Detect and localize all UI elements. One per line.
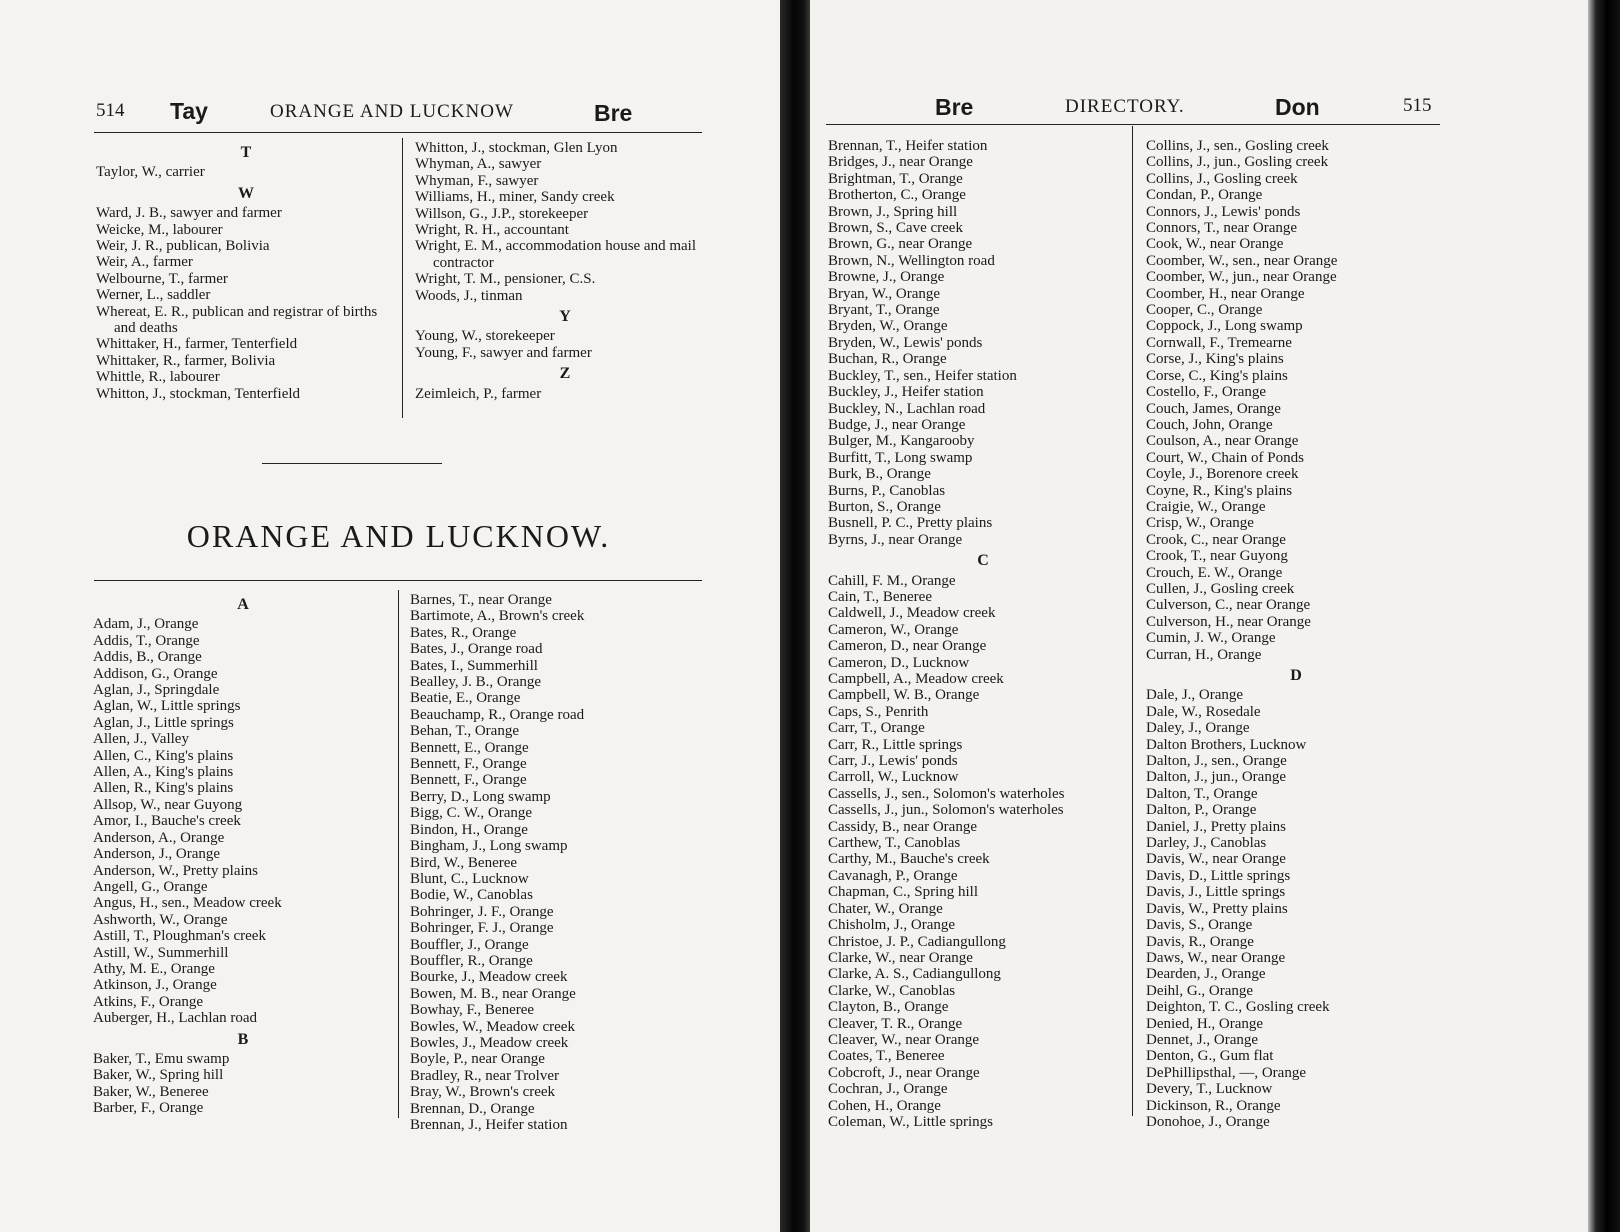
- header-right-word: Bre: [594, 100, 633, 126]
- directory-entry: Culverson, H., near Orange: [1146, 613, 1311, 630]
- directory-entry: Weir, J. R., publican, Bolivia: [96, 238, 270, 255]
- header-right-word-right: Don: [1275, 94, 1320, 120]
- header-title-right: DIRECTORY.: [1065, 96, 1185, 117]
- directory-entry: Campbell, A., Meadow creek: [828, 671, 1004, 687]
- directory-entry: Bradley, R., near Trolver: [410, 1067, 560, 1084]
- directory-entry: Dearden, J., Orange: [1146, 966, 1266, 983]
- directory-entry: Cumin, J. W., Orange: [1146, 630, 1276, 647]
- directory-entry: Coppock, J., Long swamp: [1146, 318, 1303, 335]
- directory-entry: Caldwell, J., Meadow creek: [828, 605, 996, 622]
- directory-entry: Cochran, J., Orange: [828, 1081, 948, 1098]
- directory-entry: Bulger, M., Kangarooby: [828, 433, 975, 450]
- directory-entry: Crook, T., near Guyong: [1146, 548, 1288, 565]
- directory-entry: Davis, W., Pretty plains: [1146, 900, 1288, 917]
- directory-entry: Dalton, T., Orange: [1146, 785, 1258, 802]
- directory-entry: Chater, W., Orange: [828, 900, 943, 917]
- section-title: ORANGE AND LUCKNOW.: [186, 518, 611, 554]
- directory-entry: Dalton, P., Orange: [1146, 802, 1257, 819]
- directory-entry: Cassidy, B., near Orange: [828, 818, 977, 835]
- directory-entry: Cameron, W., Orange: [828, 621, 959, 638]
- directory-entry: Young, W., storekeeper: [415, 328, 555, 345]
- directory-entry: Dickinson, R., Orange: [1146, 1097, 1281, 1114]
- directory-entry: Buckley, T., sen., Heifer station: [828, 367, 1017, 384]
- directory-entry: Collins, J., jun., Gosling creek: [1146, 154, 1329, 171]
- directory-entry: Darley, J., Canoblas: [1146, 835, 1267, 852]
- page-edge: [1588, 0, 1620, 1232]
- directory-entry: Aglan, J., Springdale: [93, 682, 220, 699]
- directory-entry: Carthew, T., Canoblas: [828, 835, 961, 852]
- directory-entry: Coulson, A., near Orange: [1146, 433, 1299, 450]
- directory-entry: Aglan, J., Little springs: [93, 714, 234, 731]
- directory-entry: Brightman, T., Orange: [828, 170, 963, 187]
- directory-entry: Allsop, W., near Guyong: [93, 796, 243, 813]
- directory-entry: Carroll, W., Lucknow: [828, 769, 959, 786]
- directory-entry: Couch, James, Orange: [1146, 400, 1281, 417]
- directory-entry: Crouch, E. W., Orange: [1146, 564, 1283, 581]
- directory-entry: Bray, W., Brown's creek: [410, 1084, 556, 1101]
- directory-entry: Busnell, P. C., Pretty plains: [828, 515, 993, 532]
- directory-entry: Ashworth, W., Orange: [93, 911, 228, 928]
- directory-entry: Coyne, R., King's plains: [1146, 482, 1293, 499]
- directory-entry: Crook, C., near Orange: [1146, 531, 1286, 548]
- directory-entry: Davis, J., Little springs: [1146, 884, 1286, 901]
- directory-entry: Denton, G., Gum flat: [1146, 1048, 1274, 1065]
- directory-entry: Whittaker, R., farmer, Bolivia: [96, 352, 276, 369]
- top-column-1: [96, 140, 396, 402]
- directory-entry: Burk, B., Orange: [828, 466, 931, 483]
- directory-entry: Addis, B., Orange: [93, 649, 202, 666]
- directory-entry: Condan, P., Orange: [1146, 187, 1263, 204]
- top-column-2: [415, 140, 715, 402]
- directory-entry: Bealley, J. B., Orange: [410, 674, 542, 691]
- directory-entry: Brown, S., Cave creek: [828, 220, 963, 237]
- directory-entry: Carr, J., Lewis' ponds: [828, 753, 958, 770]
- header-rule-left: [94, 132, 702, 133]
- left-page: [0, 0, 780, 1232]
- directory-entry: Behan, T., Orange: [410, 723, 519, 740]
- directory-entry: Auberger, H., Lachlan road: [93, 1010, 258, 1027]
- directory-entry: Zeimleich, P., farmer: [415, 385, 542, 402]
- directory-entry: Dennet, J., Orange: [1146, 1031, 1259, 1048]
- directory-entry: Bouffler, R., Orange: [410, 952, 533, 969]
- directory-entry: Allen, C., King's plains: [93, 747, 234, 764]
- directory-entry: Dale, J., Orange: [1146, 687, 1244, 704]
- section-rule: [94, 580, 702, 581]
- directory-entry: Davis, D., Little springs: [1146, 867, 1291, 884]
- column-divider-right: [1132, 126, 1133, 1116]
- directory-entry: Chisholm, J., Orange: [828, 917, 956, 934]
- directory-entry: Brennan, T., Heifer station: [828, 138, 988, 154]
- directory-entry: Whyman, F., sawyer: [415, 172, 539, 189]
- letter-heading: W: [238, 184, 254, 202]
- directory-entry: Denied, H., Orange: [1146, 1015, 1264, 1032]
- directory-entry: Whereat, E. R., publican and registrar of births and deaths: [96, 303, 378, 337]
- directory-entry: Clayton, B., Orange: [828, 999, 949, 1016]
- directory-entry: Davis, S., Orange: [1146, 917, 1253, 934]
- directory-entry: Clarke, W., Canoblas: [828, 982, 956, 999]
- directory-entry: Buckley, J., Heifer station: [828, 384, 984, 401]
- letter-heading: Y: [559, 308, 571, 326]
- column-divider-bottom: [398, 590, 399, 1118]
- bottom-column-1: [93, 592, 393, 1117]
- directory-entry: Atkinson, J., Orange: [93, 977, 217, 994]
- directory-entry: Bennett, F., Orange: [410, 756, 527, 773]
- directory-entry: Cain, T., Beneree: [828, 588, 932, 605]
- directory-entry: Bryden, W., Orange: [828, 318, 948, 335]
- directory-entry: Whitton, J., stockman, Glen Lyon: [415, 140, 618, 156]
- directory-entry: Bryant, T., Orange: [828, 302, 940, 319]
- right-column-2: [1146, 138, 1446, 1130]
- directory-entry: Coomber, H., near Orange: [1146, 285, 1305, 302]
- directory-entry: Brown, J., Spring hill: [828, 203, 958, 220]
- directory-entry: Boyle, P., near Orange: [410, 1051, 545, 1068]
- directory-entry: Cleaver, T. R., Orange: [828, 1015, 963, 1032]
- directory-entry: Deighton, T. C., Gosling creek: [1146, 999, 1330, 1016]
- letter-heading: A: [237, 596, 249, 613]
- directory-entry: Anderson, W., Pretty plains: [93, 862, 258, 879]
- directory-entry: Connors, T., near Orange: [1146, 220, 1298, 237]
- page-number-left: 514: [96, 100, 125, 121]
- directory-entry: Cassells, J., jun., Solomon's waterholes: [828, 802, 1064, 819]
- directory-entry: Young, F., sawyer and farmer: [415, 344, 592, 361]
- directory-entry: Bowhay, F., Beneree: [410, 1002, 535, 1019]
- directory-entry: Deihl, G., Orange: [1146, 982, 1254, 999]
- directory-entry: Bingham, J., Long swamp: [410, 838, 568, 855]
- header-left-word-right: Bre: [935, 94, 974, 120]
- directory-entry: Whitton, J., stockman, Tenterfield: [96, 385, 301, 402]
- directory-entry: Burton, S., Orange: [828, 498, 941, 515]
- directory-entry: Bates, R., Orange: [410, 624, 517, 641]
- directory-entry: Bates, J., Orange road: [410, 641, 543, 658]
- directory-entry: Brown, G., near Orange: [828, 236, 973, 253]
- directory-entry: Brennan, J., Heifer station: [410, 1117, 568, 1133]
- directory-entry: Coomber, W., sen., near Orange: [1146, 252, 1338, 269]
- directory-entry: Bouffler, J., Orange: [410, 936, 529, 953]
- directory-entry: Wright, E. M., accommodation house and mail contractor: [415, 238, 697, 271]
- directory-entry: Bennett, F., Orange: [410, 772, 527, 789]
- directory-entry: Ward, J. B., sawyer and farmer: [96, 205, 282, 222]
- directory-entry: Cullen, J., Gosling creek: [1146, 580, 1295, 597]
- directory-entry: Bindon, H., Orange: [410, 821, 528, 838]
- directory-entry: Allen, R., King's plains: [93, 780, 234, 797]
- directory-entry: Clarke, A. S., Cadiangullong: [828, 966, 1001, 983]
- directory-entry: Crisp, W., Orange: [1146, 515, 1254, 532]
- directory-entry: Werner, L., saddler: [96, 287, 211, 304]
- directory-entry: Bowles, W., Meadow creek: [410, 1018, 575, 1035]
- directory-entry: Bird, W., Beneree: [410, 854, 518, 871]
- directory-entry: Byrns, J., near Orange: [828, 531, 963, 548]
- directory-entry: Aglan, W., Little springs: [93, 698, 241, 715]
- directory-entry: Brennan, D., Orange: [410, 1100, 535, 1117]
- directory-entry: Coyle, J., Borenore creek: [1146, 466, 1299, 483]
- directory-entry: Buckley, N., Lachlan road: [828, 400, 986, 417]
- directory-entry: Anderson, J., Orange: [93, 846, 221, 863]
- directory-entry: Weir, A., farmer: [96, 254, 193, 271]
- directory-entry: Woods, J., tinman: [415, 287, 523, 304]
- letter-heading: C: [977, 552, 989, 570]
- directory-entry: Daws, W., near Orange: [1146, 949, 1286, 966]
- directory-entry: Wright, T. M., pensioner, C.S.: [415, 271, 596, 288]
- directory-entry: Carr, R., Little springs: [828, 736, 963, 753]
- header-title-left: ORANGE AND LUCKNOW: [270, 101, 514, 122]
- directory-entry: Curran, H., Orange: [1146, 646, 1262, 663]
- directory-entry: Chapman, C., Spring hill: [828, 884, 978, 901]
- directory-entry: Buchan, R., Orange: [828, 351, 947, 368]
- directory-entry: Caps, S., Penrith: [828, 703, 929, 720]
- header-left-word: Tay: [170, 98, 208, 124]
- directory-entry: Dale, W., Rosedale: [1146, 703, 1261, 720]
- directory-entry: Bourke, J., Meadow creek: [410, 969, 568, 986]
- header-rule-right: [826, 124, 1440, 125]
- directory-entry: Bridges, J., near Orange: [828, 154, 973, 171]
- directory-entry: Bigg, C. W., Orange: [410, 805, 533, 822]
- directory-entry: Cameron, D., near Orange: [828, 638, 987, 655]
- directory-entry: Cohen, H., Orange: [828, 1097, 941, 1114]
- directory-entry: Berry, D., Long swamp: [410, 788, 551, 805]
- letter-heading: T: [240, 144, 252, 161]
- directory-entry: Whittaker, H., farmer, Tenterfield: [96, 336, 298, 353]
- directory-entry: Bowen, M. B., near Orange: [410, 985, 576, 1002]
- directory-entry: Corse, J., King's plains: [1146, 351, 1284, 368]
- directory-entry: Devery, T., Lucknow: [1146, 1081, 1273, 1098]
- directory-entry: Addison, G., Orange: [93, 665, 218, 682]
- directory-entry: Amor, I., Bauche's creek: [93, 813, 241, 830]
- directory-entry: Coates, T., Beneree: [828, 1048, 945, 1065]
- directory-entry: Connors, J., Lewis' ponds: [1146, 203, 1301, 220]
- directory-entry: Clarke, W., near Orange: [828, 949, 973, 966]
- directory-entry: Corse, C., King's plains: [1146, 367, 1288, 384]
- directory-entry: Bartimote, A., Brown's creek: [410, 608, 585, 625]
- directory-entry: Daley, J., Orange: [1146, 720, 1250, 737]
- directory-entry: Burns, P., Canoblas: [828, 482, 946, 499]
- right-column-1: [828, 138, 1138, 1130]
- directory-entry: Cleaver, W., near Orange: [828, 1031, 980, 1048]
- directory-entry: Bryan, W., Orange: [828, 285, 941, 302]
- directory-entry: Baker, W., Spring hill: [93, 1067, 224, 1084]
- section-separator: [262, 463, 442, 464]
- directory-entry: Carthy, M., Bauche's creek: [828, 851, 990, 868]
- directory-entry: Whyman, A., sawyer: [415, 156, 542, 173]
- directory-entry: Dalton, J., jun., Orange: [1146, 769, 1286, 786]
- directory-entry: Davis, R., Orange: [1146, 933, 1254, 950]
- directory-entry: Bowles, J., Meadow creek: [410, 1034, 569, 1051]
- directory-entry: Bodie, W., Canoblas: [410, 887, 533, 904]
- directory-entry: Angell, G., Orange: [93, 878, 208, 895]
- directory-entry: Brotherton, C., Orange: [828, 187, 966, 204]
- directory-entry: Beatie, E., Orange: [410, 690, 521, 707]
- directory-entry: Campbell, W. B., Orange: [828, 687, 980, 704]
- directory-entry: Davis, W., near Orange: [1146, 851, 1286, 868]
- directory-entry: Astill, W., Summerhill: [93, 944, 229, 961]
- directory-entry: Welbourne, T., farmer: [96, 270, 228, 287]
- letter-heading: D: [1290, 667, 1302, 684]
- directory-entry: Cavanagh, P., Orange: [828, 867, 958, 884]
- page-number-right: 515: [1403, 95, 1432, 116]
- directory-entry: Williams, H., miner, Sandy creek: [415, 189, 615, 206]
- directory-entry: Budge, J., near Orange: [828, 416, 966, 433]
- directory-entry: DePhillipsthal, —, Orange: [1146, 1064, 1306, 1081]
- letter-heading: B: [237, 1030, 249, 1048]
- directory-entry: Cooper, C., Orange: [1146, 302, 1263, 319]
- directory-entry: Barnes, T., near Orange: [410, 592, 552, 608]
- directory-entry: Adam, J., Orange: [93, 616, 199, 633]
- directory-entry: Christoe, J. P., Cadiangullong: [828, 933, 1006, 950]
- directory-entry: Couch, John, Orange: [1146, 416, 1273, 433]
- directory-entry: Cobcroft, J., near Orange: [828, 1064, 980, 1081]
- directory-entry: Brown, N., Wellington road: [828, 252, 995, 269]
- directory-entry: Allen, A., King's plains: [93, 764, 234, 781]
- directory-entry: Baker, W., Beneree: [93, 1083, 209, 1100]
- directory-entry: Coomber, W., jun., near Orange: [1146, 269, 1337, 286]
- directory-entry: Cahill, F. M., Orange: [828, 572, 956, 589]
- directory-entry: Taylor, W., carrier: [96, 164, 205, 181]
- column-divider-top: [402, 138, 403, 418]
- directory-entry: Allen, J., Valley: [93, 731, 189, 748]
- directory-entry: Burfitt, T., Long swamp: [828, 449, 973, 466]
- directory-entry: Bennett, E., Orange: [410, 739, 529, 756]
- directory-entry: Collins, J., sen., Gosling creek: [1146, 138, 1329, 154]
- directory-entry: Dalton, J., sen., Orange: [1146, 753, 1287, 770]
- directory-entry: Bohringer, F. J., Orange: [410, 920, 554, 937]
- directory-entry: Daniel, J., Pretty plains: [1146, 818, 1286, 835]
- directory-entry: Cornwall, F., Tremearne: [1146, 334, 1292, 351]
- directory-entry: Dalton Brothers, Lucknow: [1146, 736, 1307, 753]
- directory-entry: Court, W., Chain of Ponds: [1146, 449, 1304, 466]
- directory-entry: Barber, F., Orange: [93, 1100, 204, 1117]
- directory-entry: Craigie, W., Orange: [1146, 498, 1266, 515]
- directory-entry: Atkins, F., Orange: [93, 993, 204, 1010]
- directory-entry: Whittle, R., labourer: [96, 369, 220, 386]
- directory-entry: Anderson, A., Orange: [93, 829, 225, 846]
- directory-entry: Beauchamp, R., Orange road: [410, 706, 585, 723]
- directory-entry: Baker, T., Emu swamp: [93, 1050, 230, 1067]
- directory-entry: Bohringer, J. F., Orange: [410, 903, 554, 920]
- directory-entry: Addis, T., Orange: [93, 632, 200, 649]
- directory-entry: Bryden, W., Lewis' ponds: [828, 334, 983, 351]
- letter-heading: Z: [559, 365, 571, 383]
- directory-entry: Athy, M. E., Orange: [93, 960, 215, 977]
- right-page: [810, 0, 1600, 1232]
- directory-entry: Collins, J., Gosling creek: [1146, 170, 1298, 187]
- directory-entry: Carr, T., Orange: [828, 720, 925, 737]
- directory-entry: Angus, H., sen., Meadow creek: [93, 895, 282, 912]
- directory-entry: Bates, I., Summerhill: [410, 657, 538, 674]
- directory-entry: Blunt, C., Lucknow: [410, 870, 529, 887]
- directory-entry: Cook, W., near Orange: [1146, 236, 1284, 253]
- directory-entry: Browne, J., Orange: [828, 269, 945, 286]
- directory-entry: Weicke, M., labourer: [96, 221, 223, 238]
- directory-entry: Cassells, J., sen., Solomon's waterholes: [828, 785, 1065, 802]
- directory-entry: Wright, R. H., accountant: [415, 222, 569, 239]
- directory-entry: Culverson, C., near Orange: [1146, 597, 1311, 614]
- directory-entry: Costello, F., Orange: [1146, 384, 1267, 401]
- directory-entry: Donohoe, J., Orange: [1146, 1113, 1270, 1130]
- book-gutter: [780, 0, 814, 1232]
- bottom-column-2: [410, 592, 710, 1133]
- directory-entry: Willson, G., J.P., storekeeper: [415, 205, 589, 222]
- directory-entry: Cameron, D., Lucknow: [828, 654, 970, 671]
- directory-entry: Astill, T., Ploughman's creek: [93, 928, 266, 945]
- directory-entry: Coleman, W., Little springs: [828, 1113, 993, 1130]
